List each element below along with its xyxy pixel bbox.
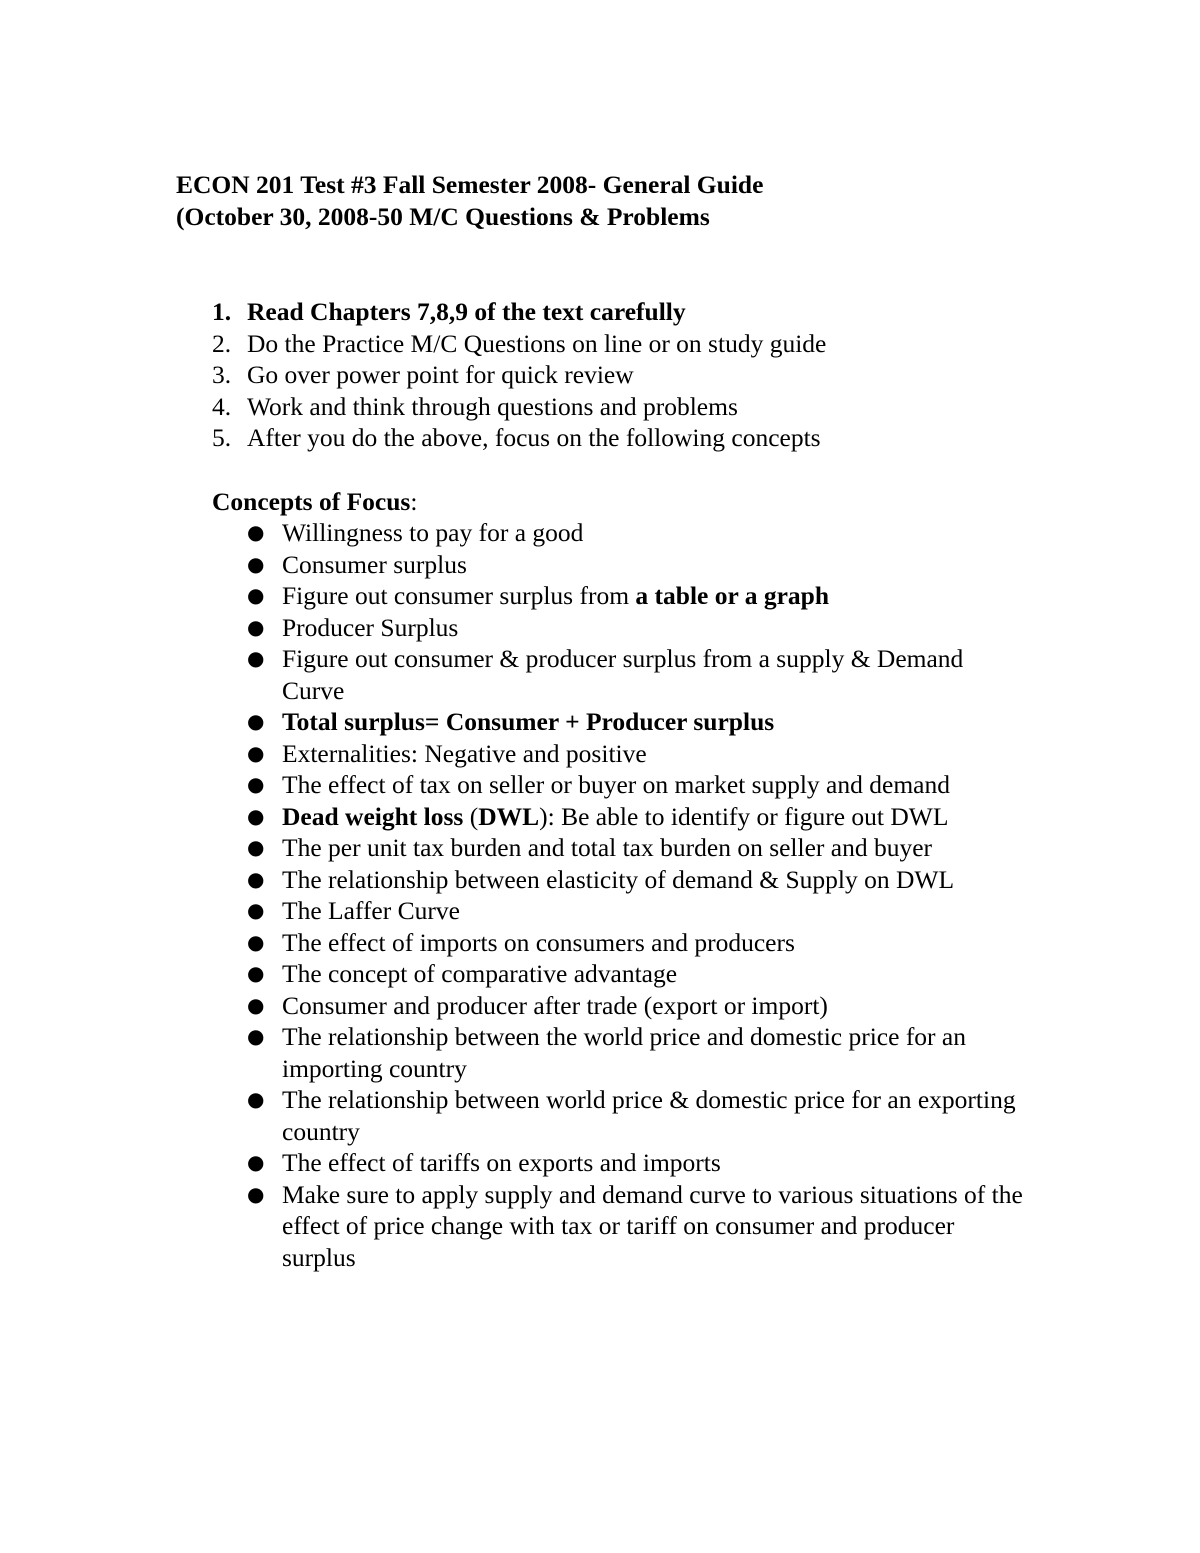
concept-text: The effect of imports on consumers and producers	[282, 927, 795, 957]
step-text: Work and think through questions and problems	[247, 391, 738, 421]
concept-item	[247, 895, 1027, 927]
concept-text-part: Figure out consumer surplus from	[282, 581, 636, 610]
bullet-icon: ●	[247, 709, 265, 733]
bullet-icon: ●	[247, 1181, 265, 1206]
concepts-heading-colon: :	[410, 487, 418, 516]
bullet-icon: ●	[247, 898, 265, 922]
step-number: 4.	[212, 391, 232, 421]
concept-item	[247, 927, 1027, 959]
concept-text-emphasis: DWL	[478, 801, 540, 831]
concept-item	[247, 643, 1027, 706]
step-item	[212, 422, 1112, 454]
bullet-icon: ●	[247, 614, 265, 639]
concept-item	[247, 769, 1027, 801]
step-text: Go over power point for quick review	[247, 360, 634, 389]
step-text: After you do the above, focus on the following concepts	[247, 423, 821, 452]
concept-text-emphasis: a table or a graph	[635, 581, 830, 610]
concept-text: Figure out consumer & producer surplus from a supply & Demand Curve	[282, 644, 964, 705]
concept-text: The relationship between elasticity of demand & Supply on DWL	[282, 864, 955, 894]
concept-item	[247, 612, 1027, 644]
concepts-heading-label: Concepts of Focus	[212, 487, 411, 516]
concept-text: The effect of tax on seller or buyer on market supply and demand	[282, 770, 950, 799]
concept-text: Make sure to apply supply and demand curve to various situations of the effect of price change with tax or tariff on consumer and producer surplus	[282, 1179, 1023, 1272]
concept-text: The concept of comparative advantage	[282, 959, 678, 988]
concept-item	[247, 580, 1027, 612]
concept-item	[247, 1084, 1027, 1147]
concept-item	[247, 549, 1027, 581]
bullet-icon: ●	[247, 992, 265, 1017]
step-item	[212, 359, 1112, 391]
concept-text: The Laffer Curve	[282, 896, 460, 925]
concept-text: Consumer and producer after trade (export or import)	[282, 990, 828, 1020]
concept-item	[247, 990, 1027, 1022]
title-line-1: ECON 201 Test #3 Fall Semester 2008- General Guide	[176, 170, 764, 199]
bullet-icon: ●	[247, 803, 265, 828]
concept-text-emphasis: Dead weight loss	[282, 801, 464, 831]
step-text: Do the Practice M/C Questions on line or on study guide	[247, 328, 827, 358]
step-item	[212, 391, 1112, 423]
concept-text: The per unit tax burden and total tax burden on seller and buyer	[282, 833, 933, 862]
step-item	[212, 328, 1112, 360]
concept-item	[247, 517, 1027, 549]
bullet-icon: ●	[247, 772, 265, 796]
bullet-icon: ●	[247, 1024, 265, 1048]
bullet-icon: ●	[247, 1150, 265, 1174]
document-title	[176, 169, 763, 233]
concept-text: Producer Surplus	[282, 612, 459, 642]
step-item	[212, 296, 1112, 328]
concept-text: Externalities: Negative and positive	[282, 738, 647, 768]
concept-text	[282, 706, 1027, 738]
concept-item	[247, 958, 1027, 990]
concept-item	[247, 1147, 1027, 1179]
step-number: 1.	[212, 297, 232, 326]
bullet-icon: ●	[247, 866, 265, 891]
title-line-2: (October 30, 2008-50 M/C Questions & Problems	[176, 202, 710, 231]
bullet-icon: ●	[247, 1087, 265, 1111]
concept-text-part: ): Be able to identify or figure out DWL	[539, 801, 949, 831]
concept-text-part: (	[463, 801, 479, 831]
bullet-icon: ●	[247, 520, 265, 544]
bullet-icon: ●	[247, 929, 265, 954]
bullet-icon: ●	[247, 646, 265, 670]
concept-text	[282, 801, 1027, 833]
concepts-list	[247, 517, 1027, 1273]
step-text: Read Chapters 7,8,9 of the text carefully	[247, 297, 686, 326]
bullet-icon: ●	[247, 583, 265, 607]
bullet-icon: ●	[247, 835, 265, 859]
concept-item	[247, 864, 1027, 896]
concepts-heading	[212, 486, 417, 518]
step-number: 2.	[212, 328, 232, 358]
concept-text-emphasis: Total surplus= Consumer + Producer surplus	[282, 707, 775, 736]
concept-text: Willingness to pay for a good	[282, 518, 584, 547]
concept-text: The relationship between the world price and domestic price for an importing country	[282, 1022, 966, 1083]
concept-item	[247, 706, 1027, 738]
step-number: 5.	[212, 423, 232, 452]
concept-item	[247, 1021, 1027, 1084]
bullet-icon: ●	[247, 961, 265, 985]
concept-text: The relationship between world price & domestic price for an exporting country	[282, 1085, 1016, 1146]
concept-text	[282, 580, 1027, 612]
concept-item	[247, 738, 1027, 770]
concept-item	[247, 801, 1027, 833]
bullet-icon: ●	[247, 740, 265, 765]
concept-item	[247, 1179, 1027, 1274]
concept-item	[247, 832, 1027, 864]
study-steps-list	[212, 296, 1112, 454]
concept-text: The effect of tariffs on exports and imports	[282, 1148, 721, 1177]
concept-text: Consumer surplus	[282, 549, 467, 579]
step-number: 3.	[212, 360, 232, 389]
bullet-icon: ●	[247, 551, 265, 576]
